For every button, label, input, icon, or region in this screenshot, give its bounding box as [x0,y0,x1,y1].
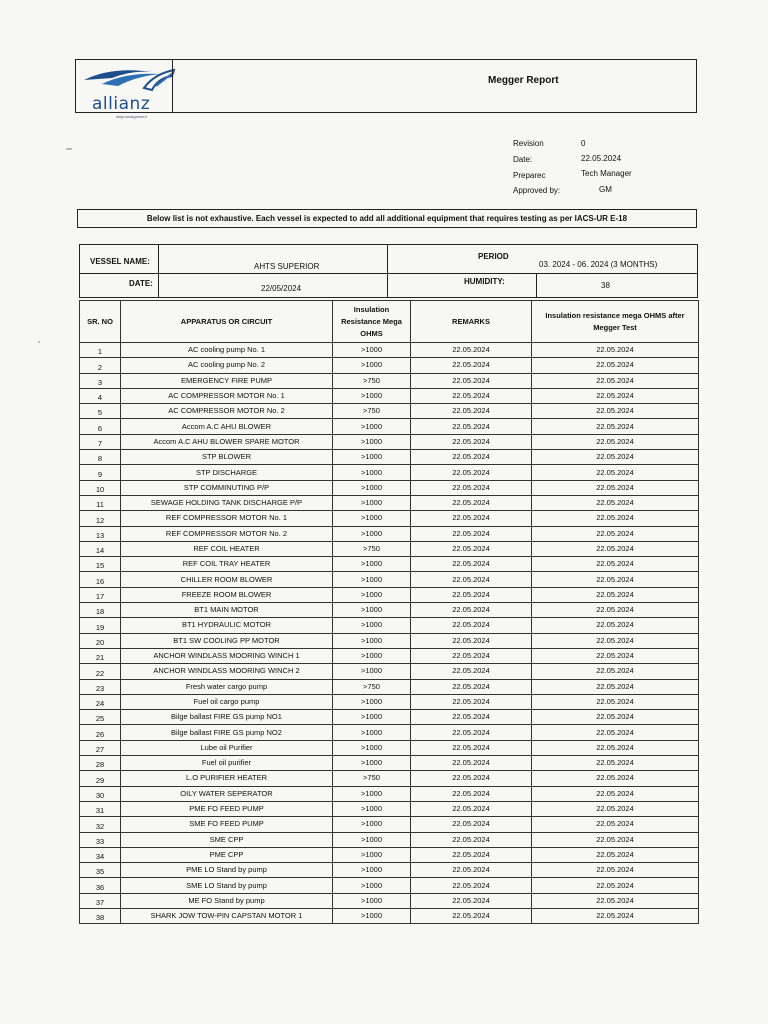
table-row [80,679,699,694]
sr-no-cell: 16 [80,572,121,587]
table-row [80,771,699,786]
after-test-cell: 22.05.2024 [532,343,699,358]
remarks-cell: 22.05.2024 [411,847,532,862]
sr-no-cell: 25 [80,710,121,725]
table-row [80,801,699,816]
vessel-name-value: AHTS SUPERIOR [254,262,320,271]
scan-speck [38,341,40,343]
sr-no-cell: 23 [80,679,121,694]
sr-no-cell: 7 [80,434,121,449]
table-row [80,893,699,908]
after-test-cell: 22.05.2024 [532,480,699,495]
after-test-cell: 22.05.2024 [532,495,699,510]
period-value: 03. 2024 - 06. 2024 (3 MONTHS) [539,260,658,269]
remarks-cell: 22.05.2024 [411,679,532,694]
apparatus-cell: AC cooling pump No. 1 [121,343,333,358]
apparatus-cell: STP BLOWER [121,450,333,465]
after-test-cell: 22.05.2024 [532,511,699,526]
table-row [80,587,699,602]
sr-no-cell: 3 [80,373,121,388]
apparatus-cell: Fuel oil cargo pump [121,694,333,709]
apparatus-cell: ANCHOR WINDLASS MOORING WINCH 2 [121,664,333,679]
sr-no-cell: 24 [80,694,121,709]
table-row [80,388,699,403]
insulation-cell: >1000 [333,664,411,679]
insulation-cell: >1000 [333,465,411,480]
insulation-cell: >1000 [333,495,411,510]
remarks-cell: 22.05.2024 [411,572,532,587]
sr-no-cell: 1 [80,343,121,358]
after-test-cell: 22.05.2024 [532,878,699,893]
apparatus-cell: STP DISCHARGE [121,465,333,480]
apparatus-cell: BT1 MAIN MOTOR [121,603,333,618]
insulation-cell: >1000 [333,419,411,434]
prepared-label: Preparec [513,171,546,180]
remarks-cell: 22.05.2024 [411,771,532,786]
remarks-cell: 22.05.2024 [411,756,532,771]
insulation-cell: >750 [333,541,411,556]
report-title: Megger Report [488,75,559,86]
table-row [80,480,699,495]
after-test-cell: 22.05.2024 [532,419,699,434]
after-test-cell: 22.05.2024 [532,817,699,832]
remarks-cell: 22.05.2024 [411,908,532,923]
insulation-cell: >1000 [333,434,411,449]
table-row [80,603,699,618]
after-test-cell: 22.05.2024 [532,725,699,740]
after-test-cell: 22.05.2024 [532,633,699,648]
sr-no-cell: 33 [80,832,121,847]
remarks-cell: 22.05.2024 [411,710,532,725]
apparatus-cell: Bilge ballast FIRE GS pump NO1 [121,710,333,725]
sr-no-cell: 12 [80,511,121,526]
insulation-cell: >1000 [333,557,411,572]
remarks-cell: 22.05.2024 [411,541,532,556]
after-test-cell: 22.05.2024 [532,358,699,373]
remarks-cell: 22.05.2024 [411,526,532,541]
table-row [80,373,699,388]
apparatus-cell: Lube oil Purifier [121,740,333,755]
apparatus-cell: PME CPP [121,847,333,862]
remarks-cell: 22.05.2024 [411,450,532,465]
after-test-cell: 22.05.2024 [532,587,699,602]
remarks-cell: 22.05.2024 [411,786,532,801]
humidity-value: 38 [601,281,610,290]
after-test-cell: 22.05.2024 [532,832,699,847]
table-row [80,817,699,832]
insulation-cell: >750 [333,404,411,419]
period-label: PERIOD [478,252,509,261]
sr-no-cell: 30 [80,786,121,801]
remarks-cell: 22.05.2024 [411,694,532,709]
insulation-cell: >1000 [333,358,411,373]
remarks-cell: 22.05.2024 [411,817,532,832]
after-test-cell: 22.05.2024 [532,847,699,862]
company-logo [82,64,178,119]
logo-subtext: shipmanagement [116,114,147,119]
report-header [75,59,697,119]
after-test-cell: 22.05.2024 [532,572,699,587]
sr-no-cell: 9 [80,465,121,480]
apparatus-cell: Fuel oil purifier [121,756,333,771]
apparatus-cell: SME LO Stand by pump [121,878,333,893]
insulation-cell: >1000 [333,878,411,893]
table-row [80,725,699,740]
after-test-cell: 22.05.2024 [532,541,699,556]
sr-no-cell: 6 [80,419,121,434]
table-row [80,572,699,587]
remarks-cell: 22.05.2024 [411,664,532,679]
remarks-cell: 22.05.2024 [411,358,532,373]
date-value: 22.05.2024 [581,154,622,163]
table-row [80,526,699,541]
col-after-test: Insulation resistance mega OHMS after Megger Test [532,301,699,343]
after-test-cell: 22.05.2024 [532,740,699,755]
sr-no-cell: 10 [80,480,121,495]
table-row [80,756,699,771]
insulation-cell: >1000 [333,618,411,633]
approved-label: Approved by: [513,186,561,195]
table-row [80,511,699,526]
sr-no-cell: 15 [80,557,121,572]
apparatus-cell: EMERGENCY FIRE PUMP [121,373,333,388]
after-test-cell: 22.05.2024 [532,786,699,801]
col-apparatus: APPARATUS OR CIRCUIT [121,301,333,343]
table-row [80,710,699,725]
insulation-cell: >1000 [333,526,411,541]
apparatus-cell: SEWAGE HOLDING TANK DISCHARGE P/P [121,495,333,510]
date-field-value: 22/05/2024 [261,284,302,293]
table-row [80,878,699,893]
sr-no-cell: 21 [80,648,121,663]
apparatus-cell: Accom A.C AHU BLOWER [121,419,333,434]
after-test-cell: 22.05.2024 [532,771,699,786]
sr-no-cell: 8 [80,450,121,465]
insulation-cell: >1000 [333,847,411,862]
remarks-cell: 22.05.2024 [411,434,532,449]
sr-no-cell: 22 [80,664,121,679]
sr-no-cell: 19 [80,618,121,633]
sr-no-cell: 11 [80,495,121,510]
insulation-cell: >1000 [333,740,411,755]
remarks-cell: 22.05.2024 [411,740,532,755]
after-test-cell: 22.05.2024 [532,694,699,709]
insulation-cell: >1000 [333,893,411,908]
vessel-info-table [79,244,698,298]
remarks-cell: 22.05.2024 [411,480,532,495]
table-row [80,343,699,358]
vessel-name-label: VESSEL NAME: [90,257,150,266]
insulation-cell: >1000 [333,511,411,526]
logo-swoosh-icon [82,64,178,94]
sr-no-cell: 26 [80,725,121,740]
apparatus-cell: STP COMMINUTING P/P [121,480,333,495]
remarks-cell: 22.05.2024 [411,878,532,893]
table-row [80,648,699,663]
remarks-cell: 22.05.2024 [411,633,532,648]
col-sr-no: SR. NO [80,301,121,343]
remarks-cell: 22.05.2024 [411,511,532,526]
remarks-cell: 22.05.2024 [411,603,532,618]
megger-table [79,300,699,924]
table-row [80,847,699,862]
after-test-cell: 22.05.2024 [532,388,699,403]
after-test-cell: 22.05.2024 [532,434,699,449]
insulation-cell: >1000 [333,587,411,602]
insulation-cell: >1000 [333,480,411,495]
after-test-cell: 22.05.2024 [532,863,699,878]
after-test-cell: 22.05.2024 [532,618,699,633]
sr-no-cell: 4 [80,388,121,403]
table-row [80,694,699,709]
sr-no-cell: 27 [80,740,121,755]
after-test-cell: 22.05.2024 [532,893,699,908]
insulation-cell: >1000 [333,756,411,771]
remarks-cell: 22.05.2024 [411,832,532,847]
date-field-label: DATE: [129,279,153,288]
insulation-cell: >1000 [333,908,411,923]
sr-no-cell: 35 [80,863,121,878]
table-row [80,434,699,449]
table-row [80,404,699,419]
remarks-cell: 22.05.2024 [411,893,532,908]
insulation-cell: >1000 [333,694,411,709]
apparatus-cell: ME FO Stand by pump [121,893,333,908]
col-remarks: REMARKS [411,301,532,343]
table-row [80,740,699,755]
table-row [80,908,699,923]
apparatus-cell: AC cooling pump No. 2 [121,358,333,373]
after-test-cell: 22.05.2024 [532,756,699,771]
after-test-cell: 22.05.2024 [532,404,699,419]
apparatus-cell: REF COIL HEATER [121,541,333,556]
scan-speck [66,148,72,150]
header-divider [172,60,173,112]
insulation-cell: >1000 [333,633,411,648]
apparatus-cell: Bilge ballast FIRE GS pump NO2 [121,725,333,740]
table-row [80,465,699,480]
table-row [80,832,699,847]
after-test-cell: 22.05.2024 [532,679,699,694]
apparatus-cell: SME FO FEED PUMP [121,817,333,832]
after-test-cell: 22.05.2024 [532,664,699,679]
table-row [80,541,699,556]
remarks-cell: 22.05.2024 [411,801,532,816]
sr-no-cell: 5 [80,404,121,419]
apparatus-cell: AC COMPRESSOR MOTOR No. 2 [121,404,333,419]
after-test-cell: 22.05.2024 [532,526,699,541]
sr-no-cell: 13 [80,526,121,541]
remarks-cell: 22.05.2024 [411,863,532,878]
sr-no-cell: 34 [80,847,121,862]
sr-no-cell: 18 [80,603,121,618]
sr-no-cell: 28 [80,756,121,771]
remarks-cell: 22.05.2024 [411,618,532,633]
sr-no-cell: 37 [80,893,121,908]
insulation-cell: >1000 [333,343,411,358]
remarks-cell: 22.05.2024 [411,557,532,572]
after-test-cell: 22.05.2024 [532,465,699,480]
after-test-cell: 22.05.2024 [532,450,699,465]
apparatus-cell: SHARK JOW TOW-PIN CAPSTAN MOTOR 1 [121,908,333,923]
table-row [80,419,699,434]
apparatus-cell: FREEZE ROOM BLOWER [121,587,333,602]
apparatus-cell: REF COMPRESSOR MOTOR No. 1 [121,511,333,526]
after-test-cell: 22.05.2024 [532,801,699,816]
sr-no-cell: 32 [80,817,121,832]
insulation-cell: >1000 [333,786,411,801]
apparatus-cell: Accom A.C AHU BLOWER SPARE MOTOR [121,434,333,449]
table-row [80,557,699,572]
logo-wordmark: allianz [92,94,151,114]
apparatus-cell: PME LO Stand by pump [121,863,333,878]
remarks-cell: 22.05.2024 [411,404,532,419]
sr-no-cell: 20 [80,633,121,648]
sr-no-cell: 36 [80,878,121,893]
apparatus-cell: Fresh water cargo pump [121,679,333,694]
apparatus-cell: ANCHOR WINDLASS MOORING WINCH 1 [121,648,333,663]
remarks-cell: 22.05.2024 [411,343,532,358]
remarks-cell: 22.05.2024 [411,373,532,388]
remarks-cell: 22.05.2024 [411,419,532,434]
apparatus-cell: PME FO FEED PUMP [121,801,333,816]
after-test-cell: 22.05.2024 [532,557,699,572]
insulation-cell: >1000 [333,863,411,878]
revision-value: 0 [581,139,586,148]
after-test-cell: 22.05.2024 [532,710,699,725]
after-test-cell: 22.05.2024 [532,908,699,923]
col-insulation: Insulation Resistance Mega OHMS [333,301,411,343]
table-row [80,786,699,801]
table-header-row [80,301,699,343]
table-row [80,664,699,679]
table-row [80,863,699,878]
insulation-cell: >1000 [333,710,411,725]
sr-no-cell: 14 [80,541,121,556]
insulation-cell: >1000 [333,725,411,740]
apparatus-cell: OILY WATER SEPERATOR [121,786,333,801]
remarks-cell: 22.05.2024 [411,465,532,480]
table-row [80,358,699,373]
insulation-cell: >1000 [333,450,411,465]
table-row [80,633,699,648]
insulation-cell: >1000 [333,817,411,832]
insulation-cell: >750 [333,373,411,388]
notice-text: Below list is not exhaustive. Each vessel is expected to add all additional equipment that requires testing as per IACS-UR E-18 [77,209,697,228]
insulation-cell: >1000 [333,572,411,587]
apparatus-cell: REF COIL TRAY HEATER [121,557,333,572]
approved-value: GM [599,185,612,194]
sr-no-cell: 31 [80,801,121,816]
apparatus-cell: BT1 SW COOLING PP MOTOR [121,633,333,648]
apparatus-cell: SME CPP [121,832,333,847]
apparatus-cell: BT1 HYDRAULIC MOTOR [121,618,333,633]
after-test-cell: 22.05.2024 [532,603,699,618]
insulation-cell: >1000 [333,603,411,618]
insulation-cell: >750 [333,771,411,786]
apparatus-cell: L.O PURIFIER HEATER [121,771,333,786]
after-test-cell: 22.05.2024 [532,373,699,388]
table-row [80,495,699,510]
remarks-cell: 22.05.2024 [411,725,532,740]
insulation-cell: >750 [333,679,411,694]
table-row [80,450,699,465]
apparatus-cell: REF COMPRESSOR MOTOR No. 2 [121,526,333,541]
remarks-cell: 22.05.2024 [411,495,532,510]
table-row [80,618,699,633]
apparatus-cell: AC COMPRESSOR MOTOR No. 1 [121,388,333,403]
sr-no-cell: 29 [80,771,121,786]
remarks-cell: 22.05.2024 [411,388,532,403]
insulation-cell: >1000 [333,832,411,847]
revision-label: Revision [513,139,544,148]
remarks-cell: 22.05.2024 [411,648,532,663]
remarks-cell: 22.05.2024 [411,587,532,602]
sr-no-cell: 17 [80,587,121,602]
insulation-cell: >1000 [333,388,411,403]
insulation-cell: >1000 [333,648,411,663]
date-label: Date: [513,155,533,164]
sr-no-cell: 38 [80,908,121,923]
prepared-value: Tech Manager [581,169,632,178]
insulation-cell: >1000 [333,801,411,816]
humidity-label: HUMIDITY: [464,277,505,286]
apparatus-cell: CHILLER ROOM BLOWER [121,572,333,587]
sr-no-cell: 2 [80,358,121,373]
after-test-cell: 22.05.2024 [532,648,699,663]
